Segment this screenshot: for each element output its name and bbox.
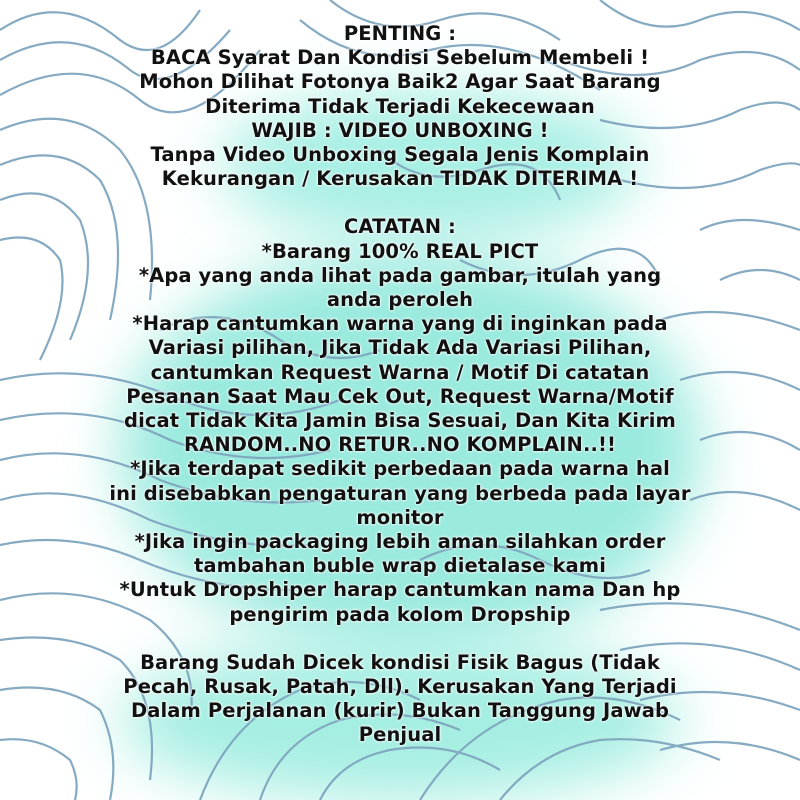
penting-heading: PENTING : <box>343 22 457 45</box>
catatan-heading: CATATAN : <box>344 215 456 239</box>
catatan-line: *Harap cantumkan warna yang di inginkan pada <box>132 312 668 336</box>
catatan-line: anda peroleh <box>326 288 474 312</box>
catatan-line: Variasi pilihan, Jika Tidak Ada Variasi Pilihan, <box>148 336 652 360</box>
penting-line: Mohon Dilihat Fotonya Baik2 Agar Saat Barang <box>139 70 661 94</box>
store-policy-notice <box>0 22 800 748</box>
penting-line: Kekurangan / Kerusakan TIDAK DITERIMA ! <box>161 167 639 191</box>
catatan-line: *Apa yang anda lihat pada gambar, itulah yang <box>138 263 662 287</box>
catatan-line: *Jika terdapat sedikit perbedaan pada warna hal <box>130 457 670 481</box>
catatan-line: dicat Tidak Kita Jamin Bisa Sesuai, Dan Kita Kirim <box>124 409 676 433</box>
catatan-line: RANDOM..NO RETUR..NO KOMPLAIN..!! <box>184 433 616 457</box>
section-gap <box>0 191 800 215</box>
catatan-line: pengirim pada kolom Dropship <box>229 602 571 626</box>
catatan-line: *Jika ingin packaging lebih aman silahkan order <box>134 530 666 554</box>
penting-line: WAJIB : VIDEO UNBOXING ! <box>251 118 549 142</box>
catatan-line: Pesanan Saat Mau Cek Out, Request Warna/Motif <box>126 384 674 408</box>
penting-line: Diterima Tidak Terjadi Kekecewaan <box>205 94 595 118</box>
penting-line: BACA Syarat Dan Kondisi Sebelum Membeli ! <box>150 46 650 70</box>
penting-line: Tanpa Video Unboxing Segala Jenis Komplain <box>150 143 650 167</box>
catatan-line: ini disebabkan pengaturan yang berbeda pada layar <box>109 481 691 505</box>
closing-line: Pecah, Rusak, Patah, Dll). Kerusakan Yang Terjadi <box>123 675 677 699</box>
closing-line: Dalam Perjalanan (kurir) Bukan Tanggung Jawab <box>130 699 670 723</box>
closing-line: Penjual <box>358 723 442 747</box>
catatan-line: *Untuk Dropshiper harap cantumkan nama Dan hp <box>119 578 681 602</box>
catatan-line: tambahan buble wrap dietalase kami <box>193 554 606 578</box>
closing-line: Barang Sudah Dicek kondisi Fisik Bagus (Tidak <box>140 650 660 674</box>
catatan-line: cantumkan Request Warna / Motif Di catatan <box>150 360 650 384</box>
catatan-line: monitor <box>356 505 444 529</box>
catatan-line: *Barang 100% REAL PICT <box>261 239 539 263</box>
section-gap <box>0 627 800 651</box>
